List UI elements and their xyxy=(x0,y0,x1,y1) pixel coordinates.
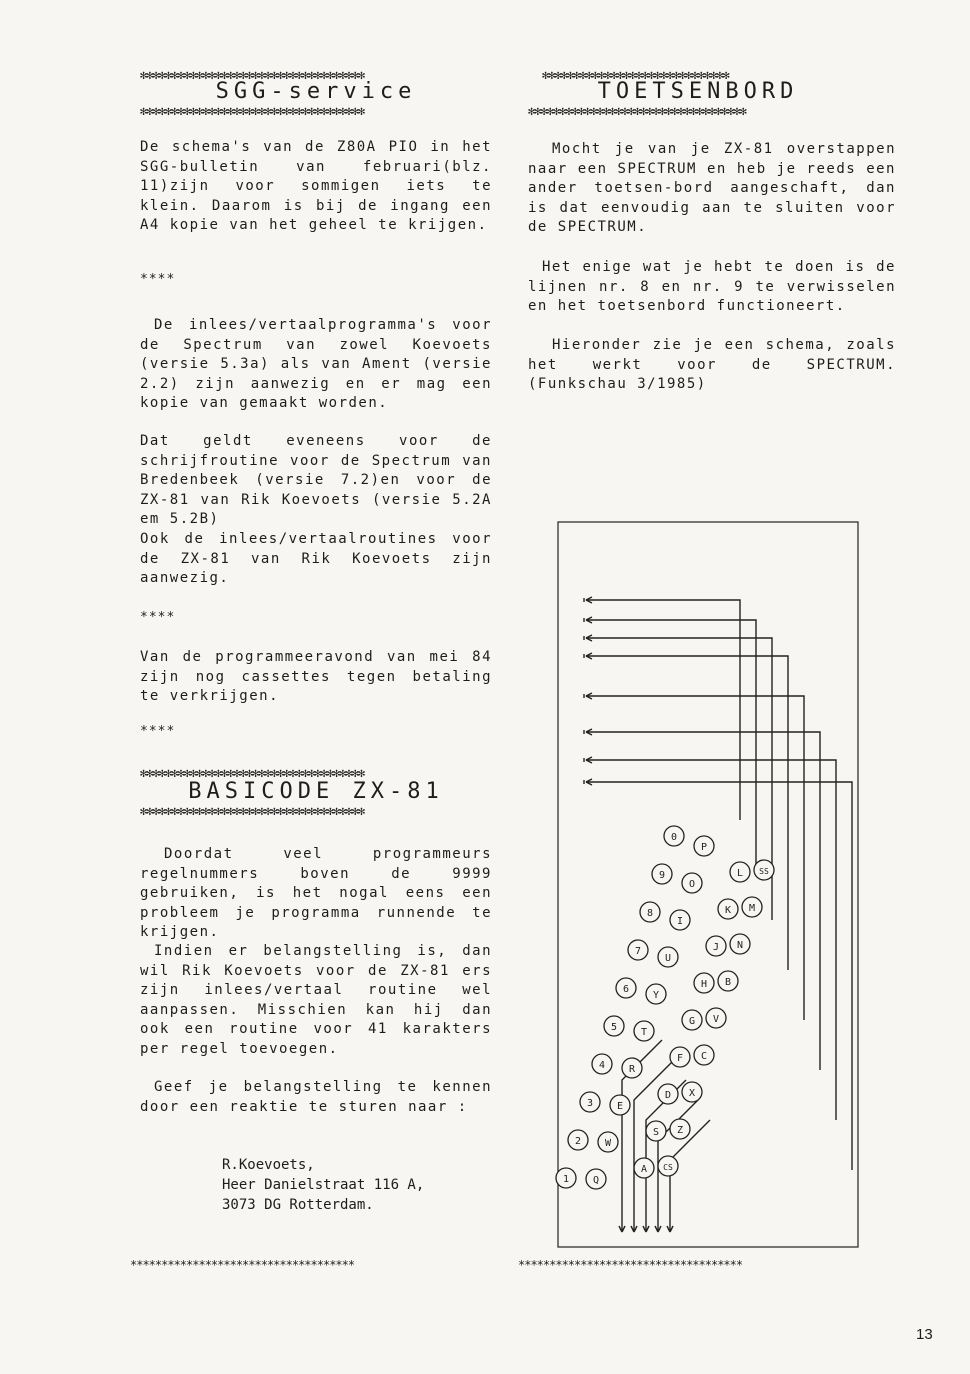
basicode-heading: BASICODE ZX-81 xyxy=(188,779,444,804)
key-label: E xyxy=(616,1101,624,1112)
keyboard-schematic xyxy=(528,520,896,1260)
key-label: W xyxy=(604,1138,612,1149)
key-label: G xyxy=(688,1016,696,1027)
key-label: 2 xyxy=(574,1136,582,1147)
paragraph-regelnummers: Doordat veel programmeurs regelnummers boven de 9999 gebruiken, is het nogal eens een probleem je programma runnende te krijgen. xyxy=(140,846,492,940)
key-label: Z xyxy=(676,1125,684,1136)
address-city: 3073 DG Rotterdam. xyxy=(222,1197,374,1213)
key-label: CS xyxy=(663,1163,673,1172)
address-name: R.Koevoets, xyxy=(222,1157,315,1173)
key-label: P xyxy=(700,842,708,853)
paragraph-pio-schemas: De schema's van de Z80A PIO in het SGG-bulletin van februari(blz. 11)zijn voor sommigen iets te klein. Daarom is bij de ingang een A4 kopie van het geheel te krijgen. xyxy=(140,139,492,233)
key-label: M xyxy=(748,903,756,914)
key-label: Y xyxy=(652,990,660,1001)
key-label: Q xyxy=(592,1175,600,1186)
stars-divider: ✻✻✻✻✻✻✻✻✻✻✻✻✻✻✻✻✻✻✻✻✻✻✻✻✻✻✻✻✻✻ xyxy=(542,68,729,82)
key-label: N xyxy=(736,940,744,951)
separator: **** xyxy=(140,724,176,739)
stars-divider-bottom: ************************************ xyxy=(130,1258,355,1272)
paragraph-inlees-programs: De inlees/vertaalprogramma's voor de Spectrum van zowel Koevoets (versie 5.3a) als van Ament (versie 2.2) zijn aanwezig en er mag een kopie van gemaakt worden. xyxy=(140,317,492,411)
paragraph-overstappen: Mocht je van je ZX-81 overstappen naar een SPECTRUM en heb je reeds een ander toetsen-bord aangeschaft, dan is dat eenvoudig aan te sluiten voor de SPECTRUM. xyxy=(528,141,896,235)
key-label: A xyxy=(640,1164,648,1175)
key-label: 8 xyxy=(646,908,654,919)
stars-divider-bottom: ************************************ xyxy=(518,1258,743,1272)
key-label: 6 xyxy=(622,984,630,995)
stars-divider: ✻✻✻✻✻✻✻✻✻✻✻✻✻✻✻✻✻✻✻✻✻✻✻✻✻✻✻✻✻✻✻✻✻✻✻✻ xyxy=(140,766,365,780)
key-label: 0 xyxy=(670,832,678,843)
key-label: 9 xyxy=(658,870,666,881)
key-label: T xyxy=(640,1027,648,1038)
page-number: 13 xyxy=(916,1326,933,1343)
key-label: X xyxy=(688,1088,696,1099)
key-label: F xyxy=(676,1053,684,1064)
keys-group xyxy=(556,826,774,1189)
paragraph-reaktie: Geef je belangstelling te kennen door een reaktie te sturen naar : xyxy=(140,1079,492,1115)
key-label: J xyxy=(712,942,720,953)
paragraph-zx81-routines: Ook de inlees/vertaalroutines voor de ZX-81 van Rik Koevoets zijn aanwezig. xyxy=(140,531,492,586)
key-label: R xyxy=(628,1064,636,1075)
key-label: SS xyxy=(759,867,769,876)
key-label: L xyxy=(736,868,744,879)
paragraph-lijnen: Het enige wat je hebt te doen is de lijnen nr. 8 en nr. 9 te verwisselen en het toetsenbord functioneert. xyxy=(528,259,896,314)
key-label: H xyxy=(700,979,708,990)
paragraph-schema: Hieronder zie je een schema, zoals het werkt voor de SPECTRUM. (Funkschau 3/1985) xyxy=(528,337,896,392)
separator: **** xyxy=(140,272,176,287)
toetsenbord-heading: TOETSENBORD xyxy=(597,79,799,104)
key-label: S xyxy=(652,1127,660,1138)
sgg-service-heading: SGG-service xyxy=(215,79,417,104)
address-street: Heer Danielstraat 116 A, xyxy=(222,1177,425,1193)
key-label: K xyxy=(724,905,732,916)
key-label: I xyxy=(676,916,684,927)
paragraph-cassettes: Van de programmeeravond van mei 84 zijn nog cassettes tegen betaling te verkrijgen. xyxy=(140,649,492,704)
key-label: B xyxy=(724,977,732,988)
key-label: 4 xyxy=(598,1060,606,1071)
stars-divider: ✻✻✻✻✻✻✻✻✻✻✻✻✻✻✻✻✻✻✻✻✻✻✻✻✻✻✻✻✻✻✻✻✻✻✻✻ xyxy=(140,804,365,818)
key-label: O xyxy=(688,879,696,890)
key-label: 3 xyxy=(586,1098,594,1109)
address-block xyxy=(140,1155,492,1215)
row-line xyxy=(586,696,804,1020)
key-label: 7 xyxy=(634,946,642,957)
key-label: U xyxy=(664,953,672,964)
key-label: 1 xyxy=(562,1174,570,1185)
key-label: V xyxy=(712,1014,720,1025)
separator: **** xyxy=(140,610,176,625)
key-label: 5 xyxy=(610,1022,618,1033)
key-label: C xyxy=(700,1051,708,1062)
row-lines xyxy=(584,597,852,1170)
stars-divider: ✻✻✻✻✻✻✻✻✻✻✻✻✻✻✻✻✻✻✻✻✻✻✻✻✻✻✻✻✻✻✻✻✻✻✻✻ xyxy=(140,68,365,82)
paragraph-schrijfroutine: Dat geldt eveneens voor de schrijfroutine voor de Spectrum van Bredenbeek (versie 7.2)en voor de ZX-81 van Rik Koevoets (versie 5.2A em 5.2B) xyxy=(140,433,492,527)
key-label: D xyxy=(664,1090,672,1101)
stars-divider: ✻✻✻✻✻✻✻✻✻✻✻✻✻✻✻✻✻✻✻✻✻✻✻✻✻✻✻✻✻✻✻✻✻✻✻✻ xyxy=(140,104,365,118)
stars-divider: ✻✻✻✻✻✻✻✻✻✻✻✻✻✻✻✻✻✻✻✻✻✻✻✻✻✻✻✻✻✻✻✻✻✻✻ xyxy=(528,104,746,118)
paragraph-belangstelling: Indien er belangstelling is, dan wil Rik Koevoets voor de ZX-81 ers zijn inlees/vertaal routine wel aanpassen. Misschien kan hij dan ook een routine voor 41 karakters per regel toevoegen. xyxy=(140,943,492,1057)
row-line xyxy=(586,600,740,820)
